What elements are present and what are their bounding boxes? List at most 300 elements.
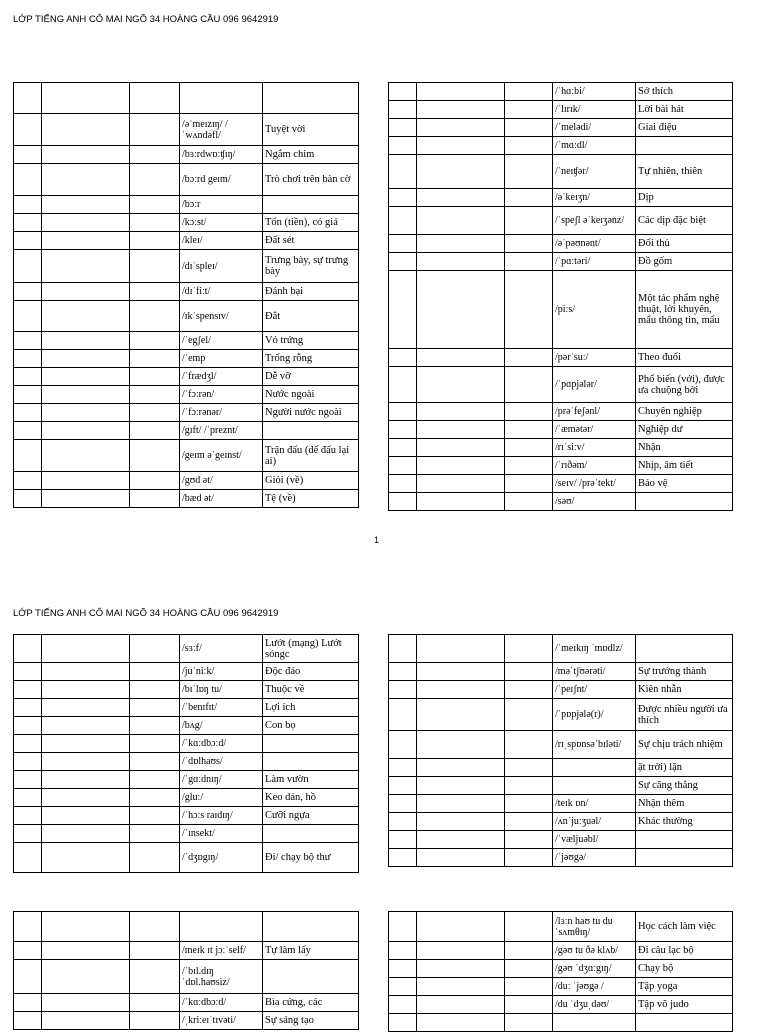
vocab-row	[389, 795, 733, 813]
meaning-cell: Trưng bày, sự trưng bày	[263, 250, 359, 283]
blank-cell	[505, 349, 553, 367]
ipa-cell: /ˈfrædʒl/	[180, 368, 263, 386]
meaning-cell: Chuyên nghiệp	[636, 403, 733, 421]
blank-cell	[14, 490, 42, 508]
ipa-cell: /ˈbenɪfɪt/	[180, 699, 263, 717]
meaning-cell	[263, 960, 359, 994]
meaning-cell: Đi/ chạy bộ thư	[263, 843, 359, 873]
vocab-row	[14, 350, 359, 368]
blank-cell	[389, 421, 417, 439]
meaning-cell: Sự chịu trách nhiệm	[636, 731, 733, 759]
vocab-row	[14, 635, 359, 663]
meaning-cell: Dịp	[636, 189, 733, 207]
vocab-row	[14, 332, 359, 350]
blank-cell	[417, 253, 505, 271]
blank-cell	[417, 475, 505, 493]
vocab-row	[14, 368, 359, 386]
blank-cell	[417, 831, 505, 849]
ipa-cell: /gluː/	[180, 789, 263, 807]
vocab-row	[389, 235, 733, 253]
blank-cell	[42, 114, 130, 146]
blank-cell	[130, 422, 180, 440]
meaning-cell: Một tác phẩm nghệ thuật, lời khuyên, mẩu thông tin, mẩu	[636, 271, 733, 349]
vocab-row	[14, 386, 359, 404]
ipa-cell: /bɔːrd geɪm/	[180, 164, 263, 196]
blank-cell	[505, 155, 553, 189]
blank-cell	[505, 759, 553, 777]
vocab-row	[389, 912, 733, 942]
ipa-cell: /ˈkɑːdbɔːd/	[180, 994, 263, 1012]
meaning-cell	[636, 831, 733, 849]
blank-cell	[505, 493, 553, 511]
meaning-cell: Lợi ích	[263, 699, 359, 717]
blank-cell	[130, 912, 180, 942]
blank-cell	[130, 232, 180, 250]
blank-cell	[42, 663, 130, 681]
vocab-row	[389, 119, 733, 137]
blank-cell	[14, 753, 42, 771]
ipa-cell	[553, 777, 636, 795]
blank-cell	[389, 759, 417, 777]
vocab-row	[389, 155, 733, 189]
meaning-cell: Giai điệu	[636, 119, 733, 137]
blank-cell	[130, 753, 180, 771]
ipa-cell: /gʊd ət/	[180, 472, 263, 490]
ipa-cell: /ˈɪnsekt/	[180, 825, 263, 843]
blank-cell	[417, 457, 505, 475]
blank-cell	[505, 831, 553, 849]
ipa-cell: /meɪk ɪt jɔːˈself/	[180, 942, 263, 960]
blank-cell	[14, 735, 42, 753]
ipa-cell: /juˈniːk/	[180, 663, 263, 681]
ipa-cell: /ˈjəʊgə/	[553, 849, 636, 867]
blank-cell	[389, 457, 417, 475]
ipa-cell: /ˈneɪʧər/	[553, 155, 636, 189]
blank-cell	[42, 843, 130, 873]
meaning-cell: Bìa cứng, các	[263, 994, 359, 1012]
ipa-cell: /ˈbɪl.dɪŋ ˈdɒl.haʊsiz/	[180, 960, 263, 994]
vocab-row	[14, 960, 359, 994]
meaning-cell: Người nước ngoài	[263, 404, 359, 422]
vocab-row	[389, 207, 733, 235]
blank-cell	[130, 114, 180, 146]
meaning-cell: Tập võ judo	[636, 996, 733, 1014]
blank-cell	[130, 332, 180, 350]
vocab-row	[14, 771, 359, 789]
vocab-row	[14, 1012, 359, 1030]
blank-cell	[14, 386, 42, 404]
blank-cell	[42, 994, 130, 1012]
blank-cell	[389, 663, 417, 681]
blank-cell	[389, 942, 417, 960]
blank-cell	[389, 1014, 417, 1032]
blank-cell	[14, 232, 42, 250]
ipa-cell: /kɔːst/	[180, 214, 263, 232]
blank-cell	[130, 942, 180, 960]
blank-cell	[505, 912, 553, 942]
meaning-cell: Nhịp, âm tiết	[636, 457, 733, 475]
vocab-row	[14, 843, 359, 873]
vocab-row	[389, 493, 733, 511]
meaning-cell: Đất sét	[263, 232, 359, 250]
blank-cell	[130, 83, 180, 114]
blank-cell	[417, 978, 505, 996]
blank-cell	[42, 807, 130, 825]
blank-cell	[130, 843, 180, 873]
vocab-row	[14, 490, 359, 508]
blank-cell	[42, 196, 130, 214]
meaning-cell: Trò chơi trên bàn cờ	[263, 164, 359, 196]
meaning-cell	[636, 635, 733, 663]
meaning-cell: Lời bài hát	[636, 101, 733, 119]
vocab-row	[14, 114, 359, 146]
blank-cell	[505, 731, 553, 759]
blank-cell	[505, 663, 553, 681]
vocab-row	[14, 717, 359, 735]
blank-cell	[42, 404, 130, 422]
blank-cell	[505, 813, 553, 831]
blank-cell	[505, 137, 553, 155]
blank-cell	[417, 207, 505, 235]
blank-cell	[42, 771, 130, 789]
blank-cell	[42, 232, 130, 250]
blank-cell	[389, 813, 417, 831]
ipa-cell: /ˈspeʃl əˈkeɪʒənz/	[553, 207, 636, 235]
vocab-row	[14, 472, 359, 490]
ipa-cell: /bæd ət/	[180, 490, 263, 508]
blank-cell	[389, 367, 417, 403]
meaning-cell: Các dịp đặc biệt	[636, 207, 733, 235]
vocab-row	[14, 994, 359, 1012]
blank-cell	[42, 490, 130, 508]
blank-cell	[505, 1014, 553, 1032]
blank-cell	[389, 253, 417, 271]
meaning-cell: Theo đuổi	[636, 349, 733, 367]
meaning-cell: Tự làm lấy	[263, 942, 359, 960]
blank-cell	[14, 807, 42, 825]
vocab-table-right	[388, 634, 733, 867]
ipa-cell: /prəˈfeʃənl/	[553, 403, 636, 421]
vocab-row	[389, 831, 733, 849]
blank-cell	[14, 283, 42, 301]
blank-cell	[14, 440, 42, 472]
ipa-cell: /əˈpəʊnənt/	[553, 235, 636, 253]
ipa-cell: /ˈegʃel/	[180, 332, 263, 350]
meaning-cell: Cưỡi ngựa	[263, 807, 359, 825]
blank-cell	[417, 367, 505, 403]
blank-cell	[130, 350, 180, 368]
blank-cell	[417, 137, 505, 155]
meaning-cell: Vỏ trứng	[263, 332, 359, 350]
blank-cell	[505, 699, 553, 731]
blank-cell	[42, 472, 130, 490]
blank-cell	[14, 912, 42, 942]
ipa-cell: /bɔːr	[180, 196, 263, 214]
blank-cell	[417, 271, 505, 349]
ipa-cell: /ˌkriːeɪˈtɪvəti/	[180, 1012, 263, 1030]
ipa-cell: /ˈvæljuəbl/	[553, 831, 636, 849]
vocab-row	[389, 83, 733, 101]
blank-cell	[42, 717, 130, 735]
vocab-row	[389, 367, 733, 403]
meaning-cell: Khác thường	[636, 813, 733, 831]
meaning-cell: Độc đáo	[263, 663, 359, 681]
meaning-cell: Làm vườn	[263, 771, 359, 789]
meaning-cell: Nghiệp dư	[636, 421, 733, 439]
blank-cell	[389, 155, 417, 189]
blank-cell	[130, 164, 180, 196]
meaning-cell: Tuyệt vời	[263, 114, 359, 146]
ipa-cell: /gəʊ ˈdʒɑːgɪŋ/	[553, 960, 636, 978]
vocab-row	[14, 83, 359, 114]
blank-cell	[505, 457, 553, 475]
vocab-row	[14, 164, 359, 196]
ipa-cell: /ˈgɑːdnɪŋ/	[180, 771, 263, 789]
blank-cell	[130, 735, 180, 753]
vocab-row	[14, 663, 359, 681]
meaning-cell: Trống rỗng	[263, 350, 359, 368]
blank-cell	[389, 119, 417, 137]
blank-cell	[505, 681, 553, 699]
blank-cell	[14, 146, 42, 164]
blank-cell	[505, 367, 553, 403]
blank-cell	[42, 164, 130, 196]
ipa-cell: /rɪˌspɒnsəˈbɪləti/	[553, 731, 636, 759]
blank-cell	[505, 235, 553, 253]
ipa-cell: /ˈfɔːrənər/	[180, 404, 263, 422]
blank-cell	[42, 735, 130, 753]
blank-cell	[505, 795, 553, 813]
blank-cell	[14, 250, 42, 283]
blank-cell	[14, 681, 42, 699]
ipa-cell: /səʊ/	[553, 493, 636, 511]
meaning-cell: Tốn (tiền), có giá	[263, 214, 359, 232]
blank-cell	[42, 368, 130, 386]
vocab-row	[389, 663, 733, 681]
meaning-cell: Chạy bộ	[636, 960, 733, 978]
blank-cell	[42, 681, 130, 699]
blank-cell	[505, 960, 553, 978]
blank-cell	[389, 960, 417, 978]
blank-cell	[417, 663, 505, 681]
blank-cell	[505, 849, 553, 867]
vocab-row	[389, 421, 733, 439]
meaning-cell: Con bọ	[263, 717, 359, 735]
blank-cell	[389, 439, 417, 457]
vocab-row	[14, 789, 359, 807]
blank-cell	[14, 404, 42, 422]
meaning-cell	[263, 422, 359, 440]
vocab-row	[389, 271, 733, 349]
meaning-cell: Học cách làm việc	[636, 912, 733, 942]
blank-cell	[505, 978, 553, 996]
blank-cell	[389, 849, 417, 867]
meaning-cell: Đối thủ	[636, 235, 733, 253]
vocab-row	[389, 813, 733, 831]
blank-cell	[505, 207, 553, 235]
blank-cell	[505, 777, 553, 795]
blank-cell	[42, 386, 130, 404]
blank-cell	[130, 635, 180, 663]
meaning-cell	[636, 493, 733, 511]
blank-cell	[130, 386, 180, 404]
blank-cell	[42, 283, 130, 301]
vocab-row	[14, 753, 359, 771]
blank-cell	[14, 942, 42, 960]
blank-cell	[417, 731, 505, 759]
page-number: 1	[374, 535, 380, 545]
meaning-cell	[263, 735, 359, 753]
blank-cell	[417, 795, 505, 813]
blank-cell	[505, 403, 553, 421]
blank-cell	[42, 912, 130, 942]
blank-cell	[14, 635, 42, 663]
blank-cell	[417, 155, 505, 189]
blank-cell	[389, 493, 417, 511]
ipa-cell: /gəʊ tu ðə klʌb/	[553, 942, 636, 960]
blank-cell	[417, 942, 505, 960]
page-header: LỚP TIẾNG ANH CÔ MAI NGÕ 34 HOÀNG CẦU 096 9642919	[13, 14, 279, 25]
vocab-row	[14, 196, 359, 214]
vocab-row	[14, 825, 359, 843]
ipa-cell: /əˈmeɪzɪŋ/ /ˈwʌndəfl/	[180, 114, 263, 146]
blank-cell	[505, 253, 553, 271]
blank-cell	[417, 119, 505, 137]
vocab-row	[14, 912, 359, 942]
blank-cell	[505, 189, 553, 207]
blank-cell	[42, 83, 130, 114]
meaning-cell: Ngắm chim	[263, 146, 359, 164]
blank-cell	[417, 493, 505, 511]
blank-cell	[130, 368, 180, 386]
vocab-row	[389, 189, 733, 207]
blank-cell	[417, 349, 505, 367]
blank-cell	[389, 912, 417, 942]
blank-cell	[14, 422, 42, 440]
vocab-row	[14, 807, 359, 825]
ipa-cell: /pərˈsuː/	[553, 349, 636, 367]
vocab-row	[389, 759, 733, 777]
ipa-cell: /lɜːn haʊ tu du ˈsʌmθɪŋ/	[553, 912, 636, 942]
vocab-row	[14, 283, 359, 301]
meaning-cell	[263, 753, 359, 771]
meaning-cell	[636, 1014, 733, 1032]
blank-cell	[130, 490, 180, 508]
blank-cell	[417, 912, 505, 942]
ipa-cell: /ˈemp	[180, 350, 263, 368]
ipa-cell: /məˈtʃʊərəti/	[553, 663, 636, 681]
blank-cell	[389, 475, 417, 493]
blank-cell	[14, 843, 42, 873]
meaning-cell: Dễ vỡ	[263, 368, 359, 386]
meaning-cell: Giỏi (về)	[263, 472, 359, 490]
blank-cell	[389, 189, 417, 207]
blank-cell	[14, 825, 42, 843]
blank-cell	[389, 403, 417, 421]
blank-cell	[389, 731, 417, 759]
blank-cell	[417, 83, 505, 101]
blank-cell	[130, 214, 180, 232]
ipa-cell	[180, 83, 263, 114]
blank-cell	[14, 1012, 42, 1030]
meaning-cell: Trận đấu (để đấu lại ai)	[263, 440, 359, 472]
blank-cell	[14, 350, 42, 368]
blank-cell	[130, 994, 180, 1012]
blank-cell	[14, 368, 42, 386]
blank-cell	[417, 101, 505, 119]
blank-cell	[505, 942, 553, 960]
blank-cell	[389, 681, 417, 699]
blank-cell	[130, 146, 180, 164]
blank-cell	[130, 825, 180, 843]
vocab-table-left	[13, 82, 359, 508]
ipa-cell: /dɪˈspleɪ/	[180, 250, 263, 283]
vocab-row	[389, 475, 733, 493]
blank-cell	[42, 332, 130, 350]
blank-cell	[389, 271, 417, 349]
meaning-cell: Lướt (mạng) Lướt sóngc	[263, 635, 359, 663]
meaning-cell: Sự sáng tạo	[263, 1012, 359, 1030]
blank-cell	[130, 699, 180, 717]
meaning-cell: Sở thích	[636, 83, 733, 101]
blank-cell	[42, 942, 130, 960]
meaning-cell	[263, 912, 359, 942]
vocab-row	[389, 960, 733, 978]
vocab-row	[389, 942, 733, 960]
blank-cell	[130, 404, 180, 422]
ipa-cell	[553, 1014, 636, 1032]
ipa-cell: /ˈrɪðəm/	[553, 457, 636, 475]
ipa-cell: /ˈpɒpjələ(r)/	[553, 699, 636, 731]
ipa-cell: /ʌnˈjuːʒuəl/	[553, 813, 636, 831]
ipa-cell: /du ˈdʒuˌdəʊ/	[553, 996, 636, 1014]
blank-cell	[505, 475, 553, 493]
ipa-cell: /ˈfɔːrən/	[180, 386, 263, 404]
vocab-row	[389, 777, 733, 795]
blank-cell	[42, 250, 130, 283]
blank-cell	[505, 83, 553, 101]
meaning-cell: Tự nhiên, thiên	[636, 155, 733, 189]
ipa-cell: /ˈdɒlhaʊs/	[180, 753, 263, 771]
blank-cell	[505, 101, 553, 119]
ipa-cell: /sɜːf/	[180, 635, 263, 663]
blank-cell	[130, 250, 180, 283]
blank-cell	[14, 717, 42, 735]
vocab-row	[14, 232, 359, 250]
blank-cell	[42, 789, 130, 807]
blank-cell	[42, 699, 130, 717]
blank-cell	[42, 635, 130, 663]
blank-cell	[130, 663, 180, 681]
blank-cell	[42, 753, 130, 771]
blank-cell	[417, 421, 505, 439]
vocab-row	[389, 403, 733, 421]
ipa-cell: /ˈmelədi/	[553, 119, 636, 137]
blank-cell	[505, 996, 553, 1014]
blank-cell	[14, 663, 42, 681]
vocab-row	[14, 250, 359, 283]
blank-cell	[42, 440, 130, 472]
blank-cell	[505, 635, 553, 663]
ipa-cell: /dɪˈfiːt/	[180, 283, 263, 301]
ipa-cell: /ˈdʒɒgɪŋ/	[180, 843, 263, 873]
ipa-cell: /ˈmeɪkɪŋ ˈmɒdlz/	[553, 635, 636, 663]
meaning-cell: Phổ biến (với), được ưa chuộng bởi	[636, 367, 733, 403]
vocab-row	[14, 404, 359, 422]
meaning-cell: ặt trời) lặn	[636, 759, 733, 777]
meaning-cell: Sự căng thẳng	[636, 777, 733, 795]
blank-cell	[505, 271, 553, 349]
